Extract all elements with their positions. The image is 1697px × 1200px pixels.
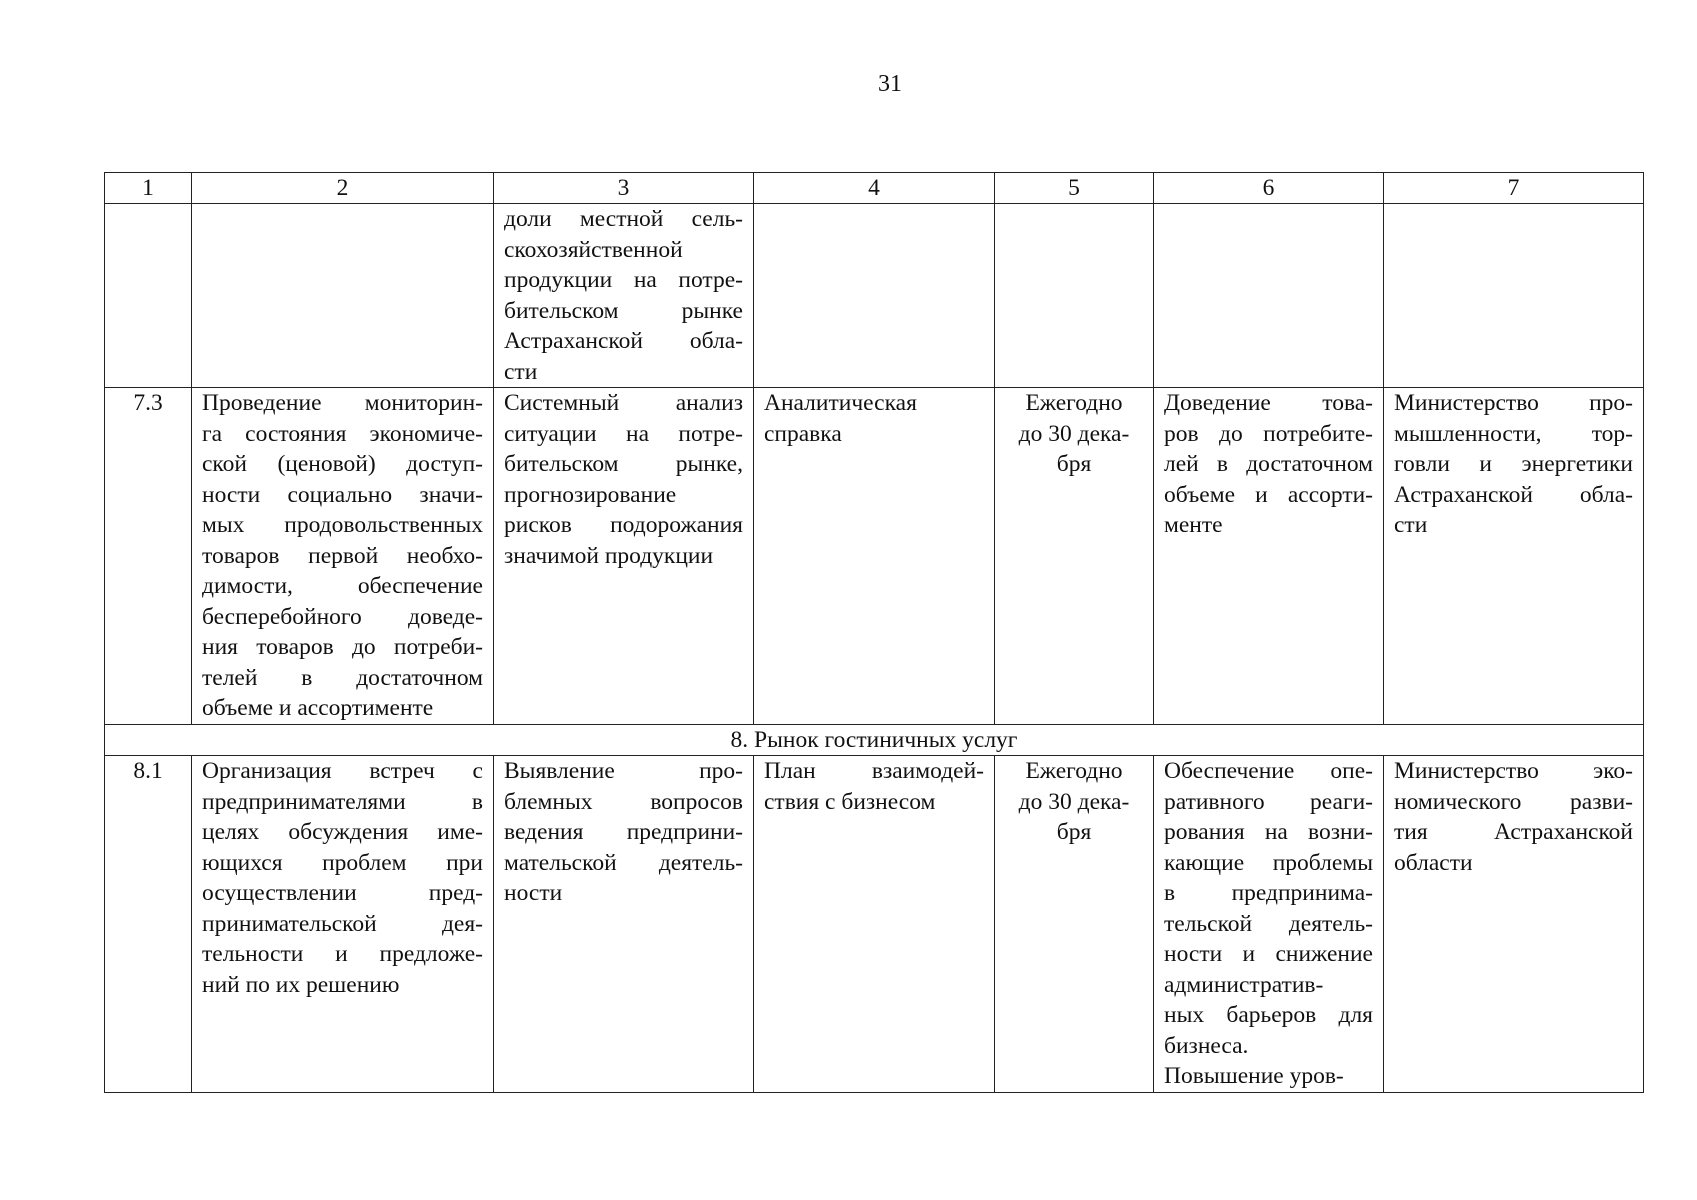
cell-line: блемных вопросов bbox=[504, 788, 743, 815]
cell-line: справка bbox=[764, 420, 842, 447]
cell-line: ведения предприни- bbox=[504, 819, 743, 845]
cell-line: рования на возни- bbox=[1164, 819, 1373, 845]
cell-line: до 30 дека- bbox=[1018, 788, 1130, 815]
cell-line: бря bbox=[1056, 451, 1092, 477]
header-cell: 6 bbox=[1154, 173, 1384, 204]
cell-line: План взаимодей- bbox=[764, 758, 984, 784]
table-section-row bbox=[105, 725, 1644, 756]
cell-line: ской (ценовой) доступ- bbox=[202, 451, 483, 477]
cell-line: телей в достаточном bbox=[202, 664, 483, 691]
cell-line: объеме и ассортименте bbox=[202, 695, 434, 721]
cell-goal bbox=[494, 388, 754, 725]
cell-line: Проведение мониторин- bbox=[202, 390, 483, 416]
cell-line: ности социально значи- bbox=[202, 481, 483, 508]
cell-line: ний по их решению bbox=[202, 971, 400, 998]
cell-line: ративного реаги- bbox=[1164, 788, 1373, 815]
cell-line: ющихся проблем при bbox=[202, 849, 483, 876]
cell-line: бительском рынке, bbox=[504, 451, 743, 477]
table-row-continuation bbox=[105, 204, 1644, 388]
cell-line: мышленности, тор- bbox=[1394, 420, 1633, 447]
cell-expected-result bbox=[1154, 756, 1384, 1093]
cell-result-form bbox=[754, 756, 995, 1093]
cell-responsible bbox=[1384, 204, 1644, 388]
cell-line: прогнозирование bbox=[504, 481, 677, 508]
cell-line: бря bbox=[1056, 819, 1092, 845]
header-cell: 2 bbox=[192, 173, 494, 204]
cell-line: ных барьеров для bbox=[1164, 1002, 1373, 1028]
table-row-7-3 bbox=[105, 388, 1644, 725]
cell-line: Ежегодно bbox=[1025, 758, 1123, 784]
cell-line: Ежегодно bbox=[1025, 390, 1123, 416]
cell-line: тельской деятель- bbox=[1164, 910, 1373, 937]
cell-deadline bbox=[995, 388, 1154, 725]
cell-line: бительском рынке bbox=[504, 297, 743, 324]
cell-line: говли и энергетики bbox=[1394, 451, 1633, 477]
header-cell: 7 bbox=[1384, 173, 1644, 204]
cell-line: осуществлении пред- bbox=[202, 880, 483, 906]
cell-responsible bbox=[1384, 756, 1644, 1093]
cell-line: Министерство про- bbox=[1394, 390, 1633, 416]
header-cell: 4 bbox=[754, 173, 995, 204]
cell-line: Астраханской обла- bbox=[504, 328, 743, 354]
cell-line: до 30 дека- bbox=[1018, 420, 1130, 447]
cell-num: 7.3 bbox=[105, 388, 192, 725]
cell-deadline bbox=[995, 204, 1154, 388]
cell-line: Обеспечение опе- bbox=[1164, 758, 1373, 784]
cell-num: 8.1 bbox=[105, 756, 192, 1093]
cell-goal bbox=[494, 204, 754, 388]
header-cell: 1 bbox=[105, 173, 192, 204]
cell-activity bbox=[192, 204, 494, 388]
cell-line: ствия с бизнесом bbox=[764, 788, 936, 815]
cell-activity bbox=[192, 388, 494, 725]
table-header-row bbox=[105, 173, 1644, 204]
cell-line: Выявление про- bbox=[504, 758, 743, 784]
cell-line: Доведение това- bbox=[1164, 390, 1373, 416]
cell-line: административ- bbox=[1164, 971, 1324, 998]
cell-line: номического разви- bbox=[1394, 788, 1633, 815]
cell-line: Повышение уров- bbox=[1164, 1063, 1344, 1089]
cell-activity bbox=[192, 756, 494, 1093]
page-number: 31 bbox=[878, 71, 902, 97]
cell-line: продукции на потре- bbox=[504, 267, 743, 293]
cell-expected-result bbox=[1154, 388, 1384, 725]
cell-line: товаров первой необхо- bbox=[202, 542, 483, 569]
cell-line: бизнеса. bbox=[1164, 1032, 1249, 1059]
cell-line: в предпринима- bbox=[1164, 880, 1373, 906]
cell-line: Министерство эко- bbox=[1394, 758, 1633, 784]
cell-line: лей в достаточном bbox=[1164, 451, 1373, 477]
cell-line: сти bbox=[1394, 512, 1428, 538]
cell-line: рисков подорожания bbox=[504, 512, 743, 538]
cell-num bbox=[105, 204, 192, 388]
header-cell: 3 bbox=[494, 173, 754, 204]
header-cell: 5 bbox=[995, 173, 1154, 204]
cell-line: доли местной сель- bbox=[504, 206, 743, 232]
cell-line: ности и снижение bbox=[1164, 941, 1373, 967]
cell-line: Астраханской обла- bbox=[1394, 481, 1633, 508]
cell-line: Аналитическая bbox=[764, 390, 917, 416]
cell-line: скохозяйственной bbox=[504, 236, 683, 263]
cell-result-form bbox=[754, 204, 995, 388]
cell-goal bbox=[494, 756, 754, 1093]
cell-line: тельности и предложе- bbox=[202, 941, 483, 967]
cell-line: ния товаров до потреби- bbox=[202, 634, 483, 660]
cell-line: га состояния экономиче- bbox=[202, 420, 483, 447]
cell-line: объеме и ассорти- bbox=[1164, 481, 1373, 508]
table-row-8-1 bbox=[105, 756, 1644, 1093]
section-title: 8. Рынок гостиничных услуг bbox=[105, 725, 1644, 756]
cell-line: мательской деятель- bbox=[504, 849, 743, 876]
cell-line: области bbox=[1394, 849, 1473, 876]
cell-line: тия Астраханской bbox=[1394, 819, 1633, 845]
cell-expected-result bbox=[1154, 204, 1384, 388]
cell-line: сти bbox=[504, 358, 538, 385]
cell-deadline bbox=[995, 756, 1154, 1093]
plan-table bbox=[104, 172, 1644, 1093]
cell-line: димости, обеспечение bbox=[202, 573, 483, 599]
cell-line: менте bbox=[1164, 512, 1223, 538]
cell-responsible bbox=[1384, 388, 1644, 725]
cell-line: ров до потребите- bbox=[1164, 420, 1373, 447]
cell-line: ности bbox=[504, 880, 563, 906]
cell-line: целях обсуждения име- bbox=[202, 819, 483, 845]
cell-line: бесперебойного доведе- bbox=[202, 603, 483, 630]
cell-line: значимой продукции bbox=[504, 542, 714, 569]
cell-line: Организация встреч с bbox=[202, 758, 483, 784]
cell-line: мых продовольственных bbox=[202, 512, 483, 538]
cell-line: ситуации на потре- bbox=[504, 420, 743, 447]
cell-line: Системный анализ bbox=[504, 390, 743, 416]
cell-line: принимательской дея- bbox=[202, 910, 483, 937]
cell-line: кающие проблемы bbox=[1164, 849, 1373, 876]
cell-line: предпринимателями в bbox=[202, 788, 483, 815]
cell-result-form bbox=[754, 388, 995, 725]
